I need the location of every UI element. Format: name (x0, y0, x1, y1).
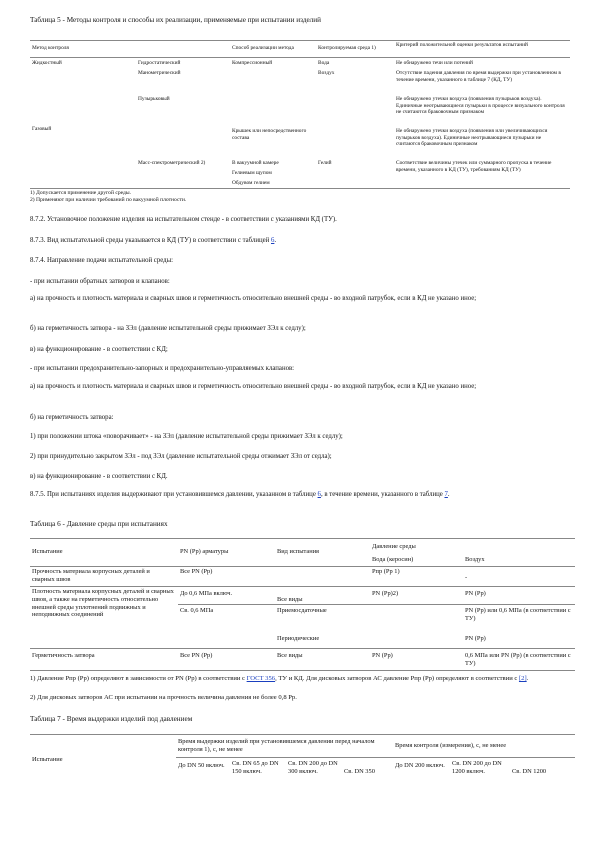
table6-header-test: Испытание (32, 548, 63, 555)
table7-header-dn200-1200: Св. DN 200 до DN 1200 включ. (452, 760, 502, 775)
table6-footnote-1: 1) Давление Pпр (Pp) определяют в зависимости от PN (Pp) в соответствии с ГОСТ 356, ТУ и КД. Для дисковых затворов АС давление Pпр (Pp) определяют в соответствии с [2]. (30, 675, 529, 682)
table5-way-probe: Гелиевым щупом (232, 170, 272, 176)
table7-header-dn65-150: Св. DN 65 до DN 150 включ. (232, 760, 279, 775)
divider (30, 188, 570, 189)
table5-way-blow: Обдувом гелием (232, 180, 270, 186)
table5-header-method: Метод контроля (32, 45, 69, 51)
para-check-valves: - при испытании обратных затворов и клапанов: (30, 278, 170, 285)
table6-row5-pn: Все PN (Pp) (180, 652, 213, 659)
table7-caption: Таблица 7 - Время выдержки изделий под давлением (30, 715, 193, 723)
table5-caption: Таблица 5 - Методы контроля и способы их реализации, применяемые при испытании изделий (30, 16, 321, 24)
table5-header-criterion: Критерий положительной оценки результатов испытаний (396, 42, 528, 48)
para-8-7-4: 8.7.4. Направление подачи испытательной среды: (30, 257, 174, 264)
divider (30, 648, 575, 649)
para-8-7-2: 8.7.2. Установочное положение изделия на испытательном стенде - в соответствии с указаниями КД (ТУ). (30, 216, 337, 223)
link-table-7[interactable]: 7 (444, 491, 448, 498)
table6-footnote-2: 2) Для дисковых затворов АС при испытании на прочность величина давления не более 0,8 Pp. (30, 694, 297, 701)
table6-row1-air: - (465, 574, 468, 581)
table6-row2-air: PN (Pp) (465, 590, 486, 597)
table7-header-dn200: До DN 200 включ. (395, 762, 445, 769)
table5-method-gas: Газовый (32, 126, 52, 132)
table6-row1-test: Прочность материала корпусных деталей и сварных швов (32, 568, 150, 583)
table5-header-way: Способ реализации метода (232, 45, 294, 51)
table6-row5-test: Герметичность затвора (32, 652, 95, 659)
table5-sub-mass-spectrometric: Масс-спектрометрический 2) (138, 160, 206, 166)
divider (30, 566, 575, 567)
para-safety-b: б) на герметичность затвора: (30, 414, 114, 421)
para-safety-c: в) на функционирование - в соответствии с КД. (30, 473, 168, 480)
table5-way-vacuum: В вакуумной камере (232, 160, 279, 166)
table5-env-water: Вода (318, 60, 330, 66)
table5-env-helium: Гелий (318, 160, 332, 166)
divider (30, 670, 575, 671)
table6-row4-kind: Периодические (277, 635, 320, 642)
para-safety-a: а) на прочность и плотность материала и сварных швов и герметичность относительно внешней среды - во входной патрубок, если в КД не указано иное; (30, 383, 477, 390)
table7-header-dn1200: Св. DN 1200 (512, 768, 547, 775)
table6-row3-air: PN (Pp) или 0,6 МПа (в соответствии с ТУ) (465, 607, 571, 622)
para-8-7-5: 8.7.5. При испытаниях изделия выдерживают при установившемся давлении, указанном в таблице 6, в течение времени, указанного в таблице 7. (30, 491, 450, 498)
table7-header-dn350: Св. DN 350 (344, 768, 375, 775)
table7-header-dn50: До DN 50 включ. (178, 762, 225, 769)
table6-header-kind: Вид испытания (277, 548, 319, 555)
table5-crit-1: Не обнаружено течи или потений (396, 60, 473, 66)
divider (30, 538, 575, 539)
table6-row1-water: Pпр (Pp 1) (372, 568, 400, 575)
divider (176, 757, 575, 758)
table7-header-dn200-300: Св. DN 200 до DN 300 включ. (288, 760, 338, 775)
table5-sub-manometric: Манометрический (138, 70, 181, 76)
table6-row5-air: 0,6 МПа или PN (Pp) (в соответствии с ТУ) (465, 652, 571, 667)
link-gost-356[interactable]: ГОСТ 356 (246, 675, 276, 682)
table5-env-air: Воздух (318, 70, 335, 76)
table7-header-test: Испытание (32, 756, 63, 763)
para-check-c: в) на функционирование - в соответствии с КД; (30, 346, 168, 353)
table6-row1-pn: Все PN (Pp) (180, 568, 213, 575)
table6-row2-pn: До 0,6 МПа включ. (180, 590, 233, 597)
table5-crit-4: Не обнаружено утечки воздуха (появления или увеличивающихся пузырьков воздуха). Единичные неотрывающиеся пузырьки не считаются браковочным признаком (396, 128, 548, 148)
table7-header-hold: Время выдержки изделий при установившемся давлении перед началом контроля 1), с, не менее (178, 738, 375, 753)
table5-footnote-1: 1) Допускается применение другой среды. (30, 190, 132, 196)
divider (178, 604, 575, 605)
divider (30, 734, 575, 735)
table6-row2-kind: Все виды (277, 596, 303, 603)
table7-header-control: Время контроля (измерения), с, не менее (395, 742, 507, 749)
table6-header-pressure: Давление среды (372, 543, 416, 550)
table5-header-env: Контролируемая среда 1) (318, 45, 376, 51)
table5-crit-2: Отсутствие падения давления по время выдержки при установленном в течение времени, указанного в таблице 7 (КД, ТУ) (396, 70, 561, 83)
table5-footnote-2: 2) Применяют при наличии требований по вакуумной плотности. (30, 197, 187, 203)
para-check-b: б) на герметичность затвора - на ЗЭл (давление испытательной среды прижимает ЗЭл к седлу); (30, 325, 306, 332)
divider (30, 40, 570, 41)
para-check-a: а) на прочность и плотность материала и сварных швов и герметичность относительно внешней среды - во входной патрубок, если в КД не указано иное; (30, 295, 477, 302)
para-safety-b1: 1) при положении штока «поворачивает» - на ЗЭл (давление испытательной среды прижимает ЗЭл к седлу); (30, 433, 343, 440)
table6-row5-kind: Все виды (277, 652, 303, 659)
table6-header-air: Воздух (465, 556, 485, 563)
divider (30, 586, 575, 587)
table6-row3-pn: Св. 0,6 МПа (180, 607, 214, 614)
table6-row5-water: PN (Pp) (372, 652, 393, 659)
table6-header-water: Вода (керосин) (372, 556, 414, 563)
table6-row4-air: PN (Pp) (465, 635, 486, 642)
divider (30, 57, 570, 58)
table6-header-pn: PN (Pp) арматуры (180, 548, 229, 555)
table6-caption: Таблица 6 - Давление среды при испытаниях (30, 520, 168, 528)
table5-sub-hydrostatic: Гидростатический (138, 60, 181, 66)
link-ref-2[interactable]: [2] (518, 675, 527, 682)
link-table-6[interactable]: 6 (317, 491, 321, 498)
para-safety-b2: 2) при принудительно закрытом ЗЭл - под ЗЭл (давление испытательной среды отжимает ЗЭл от седла); (30, 453, 332, 460)
table6-row3-kind: Приемосдаточные (277, 607, 327, 614)
table5-way-caps: Крышек или непосредственного состава (232, 128, 307, 141)
table5-crit-3: Не обнаружено утечки воздуха (появления пузырьков воздуха). Единичные неотрывающиеся пузырьки в процессе визуального контроля не считаются браковочным признаком (396, 96, 565, 116)
table6-row2-test: Плотность материала корпусных деталей и сварных швов, а также на герметичность относительно внешней среды уплотнений подвижных и неподвижных соединений (32, 588, 174, 619)
link-table-6[interactable]: 6 (270, 237, 275, 244)
table5-method-liquid: Жидкостный (32, 60, 62, 66)
table6-row2-water: PN (Pp)2) (372, 590, 399, 597)
table5-sub-bubble: Пузырьковый (138, 96, 170, 102)
table5-crit-5: Соответствие величины утечек или суммарного пропуска в течение времени, указанного в КД (ТУ), требованиям КД (ТУ) (396, 160, 552, 173)
para-safety-valves: - при испытании предохранительно-запорных и предохранительно-управляемых клапанов: (30, 365, 295, 372)
para-8-7-3: 8.7.3. Вид испытательной среды указывается в КД (ТУ) в соответствии с таблицей 6. (30, 237, 277, 244)
table5-way-compression: Компрессионный (232, 60, 273, 66)
